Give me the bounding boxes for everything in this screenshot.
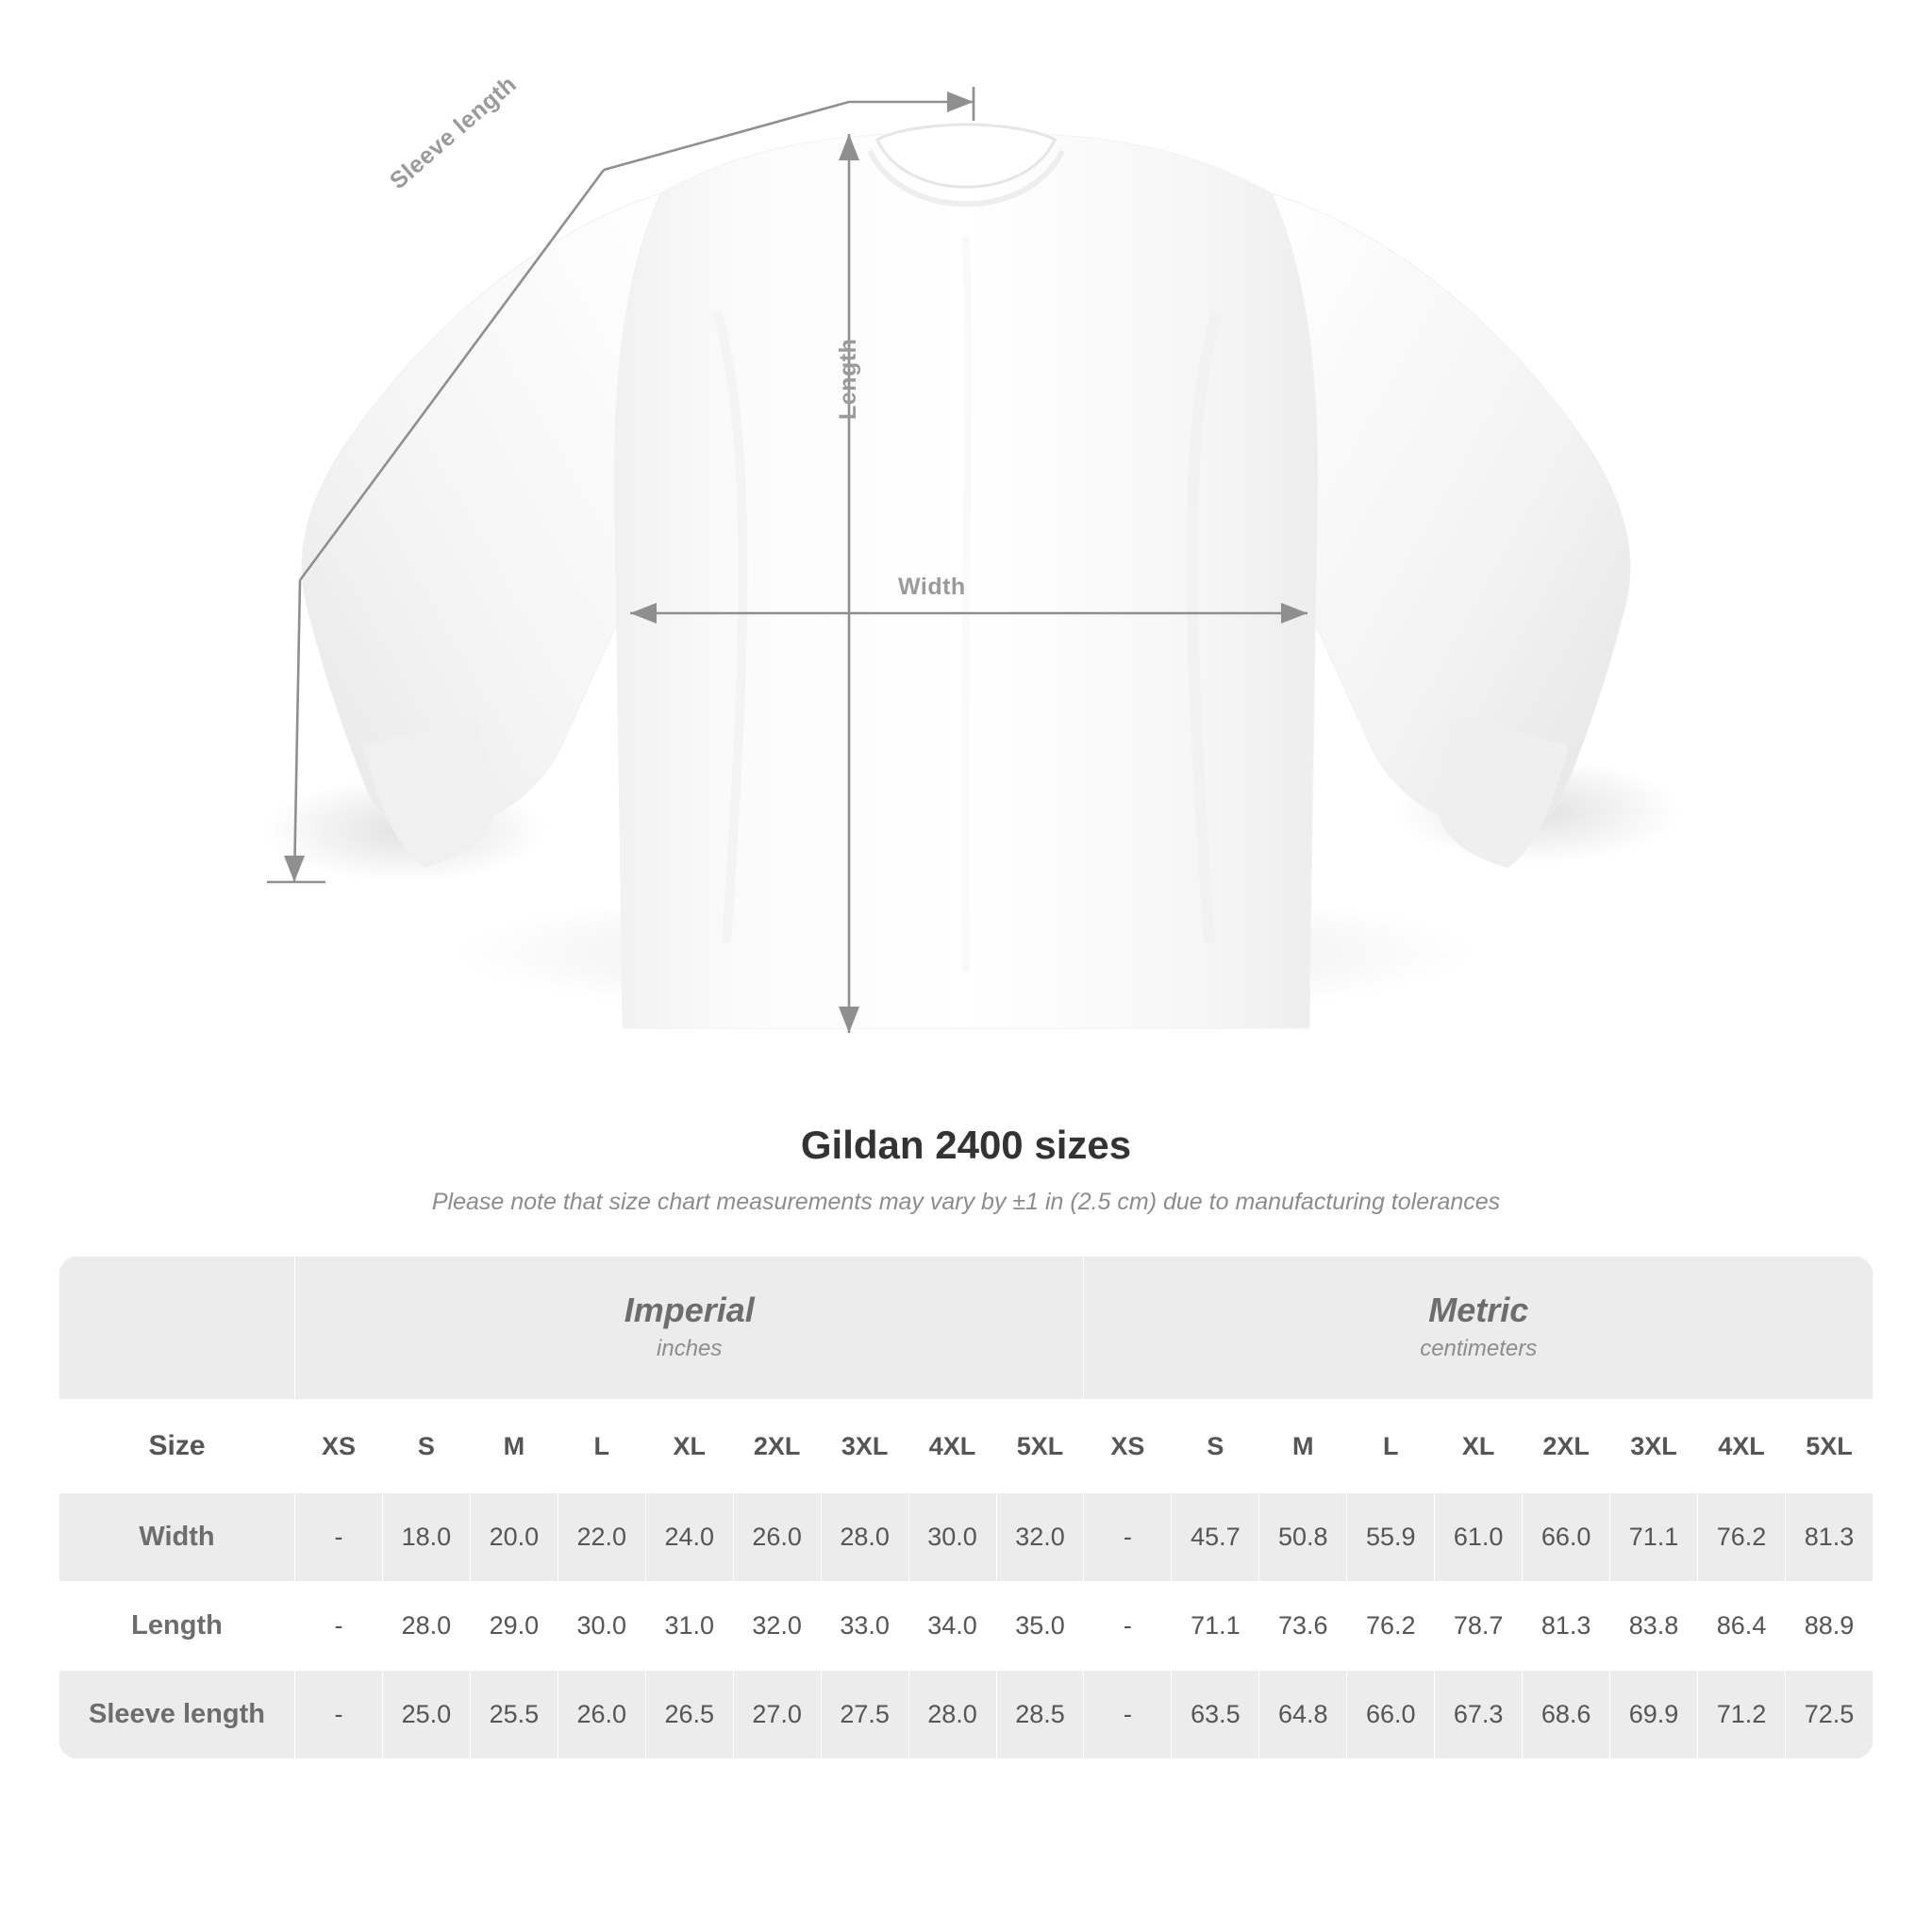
unit-header-row (59, 1257, 1874, 1400)
cell-sleeve-imperial-m: 25.5 (470, 1671, 558, 1759)
table-row (59, 1582, 1874, 1671)
cell-length-imperial-3xl: 33.0 (821, 1582, 908, 1671)
cell-sleeve-imperial-5xl: 28.5 (996, 1671, 1084, 1759)
cell-sleeve-imperial-l: 26.0 (558, 1671, 645, 1759)
unit-imperial-name: Imperial (624, 1291, 755, 1329)
cell-sleeve-metric-4xl: 71.2 (1698, 1671, 1786, 1759)
cell-length-imperial-l: 30.0 (558, 1582, 645, 1671)
cell-width-imperial-4xl: 30.0 (908, 1493, 996, 1582)
cell-sleeve-metric-m: 64.8 (1259, 1671, 1347, 1759)
size-header-imperial-l: L (558, 1400, 645, 1493)
cell-width-imperial-2xl: 26.0 (733, 1493, 821, 1582)
unit-imperial-sub: inches (657, 1336, 723, 1361)
cell-length-imperial-2xl: 32.0 (733, 1582, 821, 1671)
cell-width-imperial-m: 20.0 (470, 1493, 558, 1582)
size-header-imperial-4xl: 4XL (908, 1400, 996, 1493)
cell-sleeve-metric-s: 63.5 (1172, 1671, 1259, 1759)
width-dimension-label: Width (898, 574, 966, 600)
size-header-imperial-5xl: 5XL (996, 1400, 1084, 1493)
size-header-metric-2xl: 2XL (1523, 1400, 1610, 1493)
cell-width-imperial-3xl: 28.0 (821, 1493, 908, 1582)
cell-length-imperial-xl: 31.0 (645, 1582, 733, 1671)
cell-width-metric-m: 50.8 (1259, 1493, 1347, 1582)
cell-sleeve-metric-l: 66.0 (1347, 1671, 1435, 1759)
cell-width-metric-2xl: 66.0 (1523, 1493, 1610, 1582)
cell-width-imperial-5xl: 32.0 (996, 1493, 1084, 1582)
table-row (59, 1671, 1874, 1759)
sleeve-length-dimension-label: Sleeve length (385, 70, 522, 195)
cell-length-metric-2xl: 81.3 (1523, 1582, 1610, 1671)
row-label-sleeve-length: Sleeve length (59, 1671, 295, 1759)
cell-sleeve-metric-2xl: 68.6 (1523, 1671, 1610, 1759)
cell-width-metric-xl: 61.0 (1435, 1493, 1523, 1582)
cell-length-imperial-s: 28.0 (382, 1582, 470, 1671)
cell-sleeve-imperial-s: 25.0 (382, 1671, 470, 1759)
size-header-metric-4xl: 4XL (1698, 1400, 1786, 1493)
cell-length-imperial-m: 29.0 (470, 1582, 558, 1671)
size-header-metric-3xl: 3XL (1610, 1400, 1698, 1493)
size-header-metric-5xl: 5XL (1785, 1400, 1873, 1493)
size-table-container (58, 1256, 1874, 1759)
cell-sleeve-metric-3xl: 69.9 (1610, 1671, 1698, 1759)
cell-length-metric-3xl: 83.8 (1610, 1582, 1698, 1671)
row-label-length: Length (59, 1582, 295, 1671)
unit-spacer-cell (59, 1257, 295, 1400)
cell-width-metric-xs: - (1084, 1493, 1172, 1582)
size-header-row (59, 1400, 1874, 1493)
cell-sleeve-imperial-3xl: 27.5 (821, 1671, 908, 1759)
unit-metric-sub: centimeters (1420, 1336, 1538, 1361)
unit-metric-name: Metric (1428, 1291, 1529, 1329)
cell-sleeve-imperial-xs: - (295, 1671, 383, 1759)
size-header-metric-xl: XL (1435, 1400, 1523, 1493)
cell-sleeve-imperial-2xl: 27.0 (733, 1671, 821, 1759)
size-header-imperial-m: M (470, 1400, 558, 1493)
size-header-imperial-s: S (382, 1400, 470, 1493)
cell-length-metric-s: 71.1 (1172, 1582, 1259, 1671)
cell-sleeve-imperial-4xl: 28.0 (908, 1671, 996, 1759)
cell-length-metric-xs: - (1084, 1582, 1172, 1671)
size-header-metric-s: S (1172, 1400, 1259, 1493)
cell-width-metric-4xl: 76.2 (1698, 1493, 1786, 1582)
cell-width-imperial-l: 22.0 (558, 1493, 645, 1582)
title-block (0, 1123, 1932, 1216)
row-label-width: Width (59, 1493, 295, 1582)
cell-sleeve-metric-5xl: 72.5 (1785, 1671, 1873, 1759)
cell-length-metric-4xl: 86.4 (1698, 1582, 1786, 1671)
cell-width-metric-5xl: 81.3 (1785, 1493, 1873, 1582)
cell-length-imperial-5xl: 35.0 (996, 1582, 1084, 1671)
size-header-imperial-xs: XS (295, 1400, 383, 1493)
cell-width-metric-l: 55.9 (1347, 1493, 1435, 1582)
cell-length-imperial-xs: - (295, 1582, 383, 1671)
size-table (58, 1256, 1874, 1759)
cell-length-metric-m: 73.6 (1259, 1582, 1347, 1671)
page-title: Gildan 2400 sizes (800, 1123, 1132, 1167)
size-header-label: Size (59, 1400, 295, 1493)
size-header-metric-m: M (1259, 1400, 1347, 1493)
cell-length-metric-xl: 78.7 (1435, 1582, 1523, 1671)
length-dimension-label: Length (835, 338, 861, 420)
cell-length-metric-l: 76.2 (1347, 1582, 1435, 1671)
tolerance-note: Please note that size chart measurements may vary by ±1 in (2.5 cm) due to manufacturing tolerances (431, 1189, 1501, 1215)
size-header-metric-xs: XS (1084, 1400, 1172, 1493)
cell-width-metric-s: 45.7 (1172, 1493, 1259, 1582)
unit-imperial-cell (295, 1257, 1084, 1400)
cell-width-metric-3xl: 71.1 (1610, 1493, 1698, 1582)
cell-width-imperial-xl: 24.0 (645, 1493, 733, 1582)
table-row (59, 1493, 1874, 1582)
size-header-metric-l: L (1347, 1400, 1435, 1493)
cell-width-imperial-xs: - (295, 1493, 383, 1582)
unit-metric-cell (1084, 1257, 1874, 1400)
cell-sleeve-metric-xl: 67.3 (1435, 1671, 1523, 1759)
size-header-imperial-xl: XL (645, 1400, 733, 1493)
size-header-imperial-3xl: 3XL (821, 1400, 908, 1493)
cell-length-imperial-4xl: 34.0 (908, 1582, 996, 1671)
cell-length-metric-5xl: 88.9 (1785, 1582, 1873, 1671)
size-header-imperial-2xl: 2XL (733, 1400, 821, 1493)
cell-sleeve-imperial-xl: 26.5 (645, 1671, 733, 1759)
cell-width-imperial-s: 18.0 (382, 1493, 470, 1582)
cell-sleeve-metric-xs: - (1084, 1671, 1172, 1759)
